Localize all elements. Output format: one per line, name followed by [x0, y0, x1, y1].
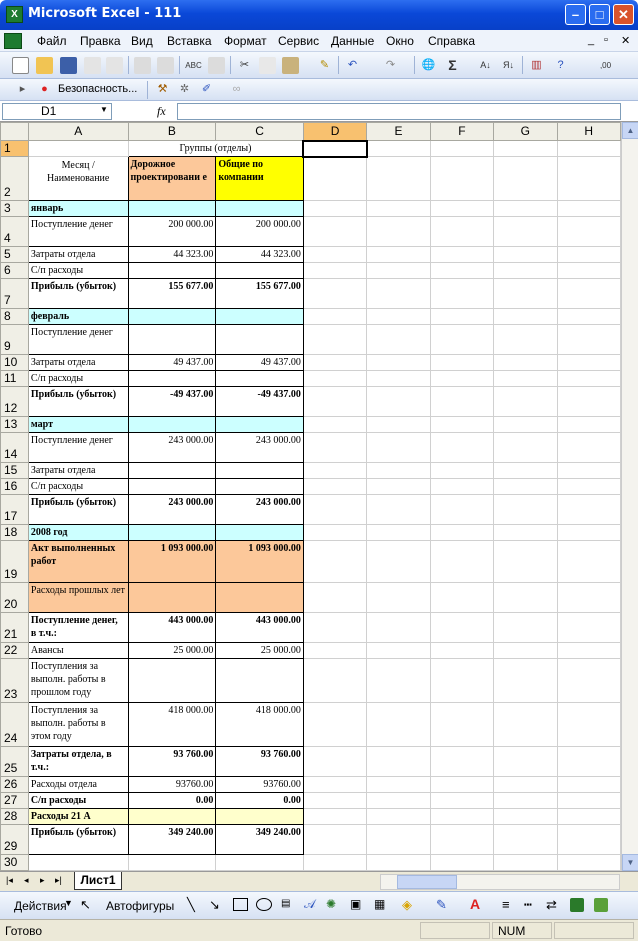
textbox-icon[interactable]: ▤: [281, 898, 291, 909]
row-header[interactable]: 17: [1, 495, 29, 525]
row-header[interactable]: 4: [1, 217, 29, 247]
cell-c[interactable]: [216, 525, 304, 541]
row-header[interactable]: 29: [1, 825, 29, 855]
cell-c[interactable]: 49 437.00: [216, 355, 304, 371]
cell-b[interactable]: 243 000.00: [128, 433, 216, 463]
row-header[interactable]: 16: [1, 479, 29, 495]
autosum-icon[interactable]: Σ: [448, 57, 457, 73]
cell-a[interactable]: Прибыль (убыток): [28, 279, 128, 309]
paste-icon[interactable]: [282, 57, 299, 74]
menu-help[interactable]: Справка: [428, 34, 476, 48]
select-objects-icon[interactable]: ↖: [80, 897, 91, 912]
cell-a[interactable]: Затраты отдела, в т.ч.:: [28, 747, 128, 777]
active-cell-d1[interactable]: [303, 141, 366, 157]
cell-c[interactable]: 349 240.00: [216, 825, 304, 855]
cell-a[interactable]: [28, 141, 128, 157]
doc-minimize-icon[interactable]: _: [588, 34, 595, 46]
cell-b[interactable]: [128, 309, 216, 325]
row-header[interactable]: 30: [1, 855, 29, 871]
line-color-icon[interactable]: ✎: [436, 897, 447, 912]
fill-color-icon[interactable]: ◈: [402, 897, 412, 912]
cell-a[interactable]: Поступления за выполн. работы в прошлом году: [28, 659, 128, 703]
arrow-icon[interactable]: ↘: [209, 897, 220, 912]
column-header[interactable]: B: [128, 123, 216, 141]
row-header[interactable]: 12: [1, 387, 29, 417]
cell-c[interactable]: 44 323.00: [216, 247, 304, 263]
save-icon[interactable]: [60, 57, 77, 74]
design-mode-icon[interactable]: ✲: [179, 83, 190, 95]
menu-file[interactable]: Файл: [37, 34, 67, 48]
cell-c[interactable]: 200 000.00: [216, 217, 304, 247]
cell-c[interactable]: 1 093 000.00: [216, 541, 304, 583]
autoshapes-menu[interactable]: Автофигуры: [106, 899, 175, 913]
cell-b[interactable]: [128, 201, 216, 217]
cell-a[interactable]: февраль: [28, 309, 128, 325]
cell-a[interactable]: Поступление денег: [28, 433, 128, 463]
row-header[interactable]: 19: [1, 541, 29, 583]
title-bar: [0, 0, 638, 30]
clipart-icon[interactable]: ▣: [350, 897, 362, 911]
diagram-icon[interactable]: ✺: [326, 897, 337, 911]
rectangle-icon[interactable]: [233, 898, 248, 911]
font-color-icon[interactable]: A: [470, 896, 481, 912]
script-editor-icon[interactable]: ∞: [232, 83, 241, 95]
cell-c[interactable]: 243 000.00: [216, 433, 304, 463]
scroll-down-icon[interactable]: ▼: [622, 854, 638, 871]
first-sheet-icon[interactable]: |◂: [6, 875, 13, 885]
cell-b[interactable]: 349 240.00: [128, 825, 216, 855]
vba-editor-icon[interactable]: ✐: [201, 83, 212, 95]
cell-b[interactable]: Дорожное проектировани е: [128, 157, 216, 201]
standard-toolbar: [0, 52, 638, 79]
cell-a[interactable]: [28, 855, 128, 871]
cell-c[interactable]: 443 000.00: [216, 613, 304, 643]
menu-window[interactable]: Окно: [386, 34, 414, 48]
cell-a[interactable]: Расходы прошлых лет: [28, 583, 128, 613]
cell-c[interactable]: 25 000.00: [216, 643, 304, 659]
cell-b[interactable]: 93 760.00: [128, 747, 216, 777]
cell-a[interactable]: 2008 год: [28, 525, 128, 541]
column-header[interactable]: F: [430, 123, 493, 141]
row-header[interactable]: 24: [1, 703, 29, 747]
drawing-actions-menu[interactable]: Действия: [14, 899, 67, 913]
new-icon[interactable]: [12, 57, 29, 74]
cell-c[interactable]: [216, 201, 304, 217]
last-sheet-icon[interactable]: ▸|: [55, 875, 62, 885]
row-header[interactable]: 26: [1, 777, 29, 793]
column-header[interactable]: H: [557, 123, 620, 141]
permission-icon[interactable]: [84, 57, 101, 74]
row-header[interactable]: 14: [1, 433, 29, 463]
cell-a[interactable]: Прибыль (убыток): [28, 387, 128, 417]
cell-a[interactable]: Поступление денег, в т.ч.:: [28, 613, 128, 643]
shadow-style-icon[interactable]: [570, 898, 584, 912]
cell-c[interactable]: [216, 325, 304, 355]
cell-c[interactable]: 93760.00: [216, 777, 304, 793]
cell-b[interactable]: 443 000.00: [128, 613, 216, 643]
arrow-style-icon[interactable]: ⇄: [546, 897, 557, 912]
cell-b[interactable]: 44 323.00: [128, 247, 216, 263]
window-title: Microsoft Excel - 111: [28, 6, 182, 21]
spelling-icon[interactable]: ABC: [185, 61, 202, 70]
cell-b[interactable]: 155 677.00: [128, 279, 216, 309]
name-box[interactable]: D1: [2, 103, 112, 120]
menu-format[interactable]: Формат: [224, 34, 267, 48]
cell-b[interactable]: [128, 479, 216, 495]
cell-a[interactable]: март: [28, 417, 128, 433]
cell-a[interactable]: Прибыль (убыток): [28, 825, 128, 855]
excel-app-icon[interactable]: X: [6, 6, 23, 23]
cell-a[interactable]: Затраты отдела: [28, 355, 128, 371]
row-header[interactable]: 10: [1, 355, 29, 371]
undo-icon[interactable]: ↶: [347, 59, 358, 71]
cell-c[interactable]: 0.00: [216, 793, 304, 809]
security-button[interactable]: Безопасность...: [58, 83, 138, 95]
column-header[interactable]: A: [28, 123, 128, 141]
wordart-icon[interactable]: 𝒜: [304, 897, 316, 911]
cell-b[interactable]: 0.00: [128, 793, 216, 809]
cell-a[interactable]: Поступление денег: [28, 325, 128, 355]
row-header[interactable]: 28: [1, 809, 29, 825]
status-num-lock: NUM: [498, 924, 526, 938]
cell-b[interactable]: [128, 809, 216, 825]
cell-c[interactable]: -49 437.00: [216, 387, 304, 417]
scroll-up-icon[interactable]: ▲: [622, 122, 638, 139]
cell-b[interactable]: [128, 417, 216, 433]
row-header[interactable]: 11: [1, 371, 29, 387]
menu-view[interactable]: Вид: [131, 34, 153, 48]
sort-descending-icon[interactable]: Я↓: [503, 60, 514, 70]
dash-style-icon[interactable]: ┅: [524, 897, 532, 912]
cell-b[interactable]: 243 000.00: [128, 495, 216, 525]
cell-c[interactable]: 155 677.00: [216, 279, 304, 309]
row-header[interactable]: 18: [1, 525, 29, 541]
menu-edit[interactable]: Правка: [80, 34, 121, 48]
row-header[interactable]: 21: [1, 613, 29, 643]
cell-c[interactable]: [216, 855, 304, 871]
row-header[interactable]: 9: [1, 325, 29, 355]
row-header[interactable]: 6: [1, 263, 29, 279]
cell-b[interactable]: [128, 325, 216, 355]
cell-b[interactable]: 25 000.00: [128, 643, 216, 659]
research-icon[interactable]: [208, 57, 225, 74]
formula-bar: [0, 101, 638, 122]
row-header[interactable]: 5: [1, 247, 29, 263]
sheet-tab-bar: [0, 871, 638, 891]
formula-input[interactable]: [177, 103, 621, 120]
row-header[interactable]: 8: [1, 309, 29, 325]
horizontal-scrollbar[interactable]: [380, 874, 620, 890]
cell-b[interactable]: 418 000.00: [128, 703, 216, 747]
cell-a[interactable]: С/п расходы: [28, 793, 128, 809]
menu-data[interactable]: Данные: [331, 34, 375, 48]
cell-b[interactable]: [128, 583, 216, 613]
select-all-corner[interactable]: [1, 123, 29, 141]
cell-b[interactable]: 200 000.00: [128, 217, 216, 247]
cell-c[interactable]: [216, 479, 304, 495]
cell-a[interactable]: Расходы отдела: [28, 777, 128, 793]
row-header[interactable]: 2: [1, 157, 29, 201]
help-icon[interactable]: ?: [557, 59, 564, 71]
doc-restore-icon[interactable]: ▫: [604, 34, 608, 46]
cell-b[interactable]: 93760.00: [128, 777, 216, 793]
menu-tools[interactable]: Сервис: [278, 34, 320, 48]
cell-c[interactable]: [216, 809, 304, 825]
cell-c[interactable]: [216, 583, 304, 613]
row-header[interactable]: 13: [1, 417, 29, 433]
cell-a[interactable]: С/п расходы: [28, 263, 128, 279]
cell-a[interactable]: Расходы 21 А: [28, 809, 128, 825]
cell-a[interactable]: Месяц / Наименование: [28, 157, 128, 201]
redo-icon[interactable]: ↷: [385, 59, 396, 71]
workbook-icon[interactable]: [4, 33, 22, 49]
play-icon[interactable]: ▸: [19, 83, 26, 95]
cell-c[interactable]: 93 760.00: [216, 747, 304, 777]
copy-icon[interactable]: [259, 57, 276, 74]
cell-a[interactable]: январь: [28, 201, 128, 217]
cell-c[interactable]: Общие по компании: [216, 157, 304, 201]
cell-b[interactable]: 49 437.00: [128, 355, 216, 371]
cell-c[interactable]: 243 000.00: [216, 495, 304, 525]
row-header[interactable]: 15: [1, 463, 29, 479]
format-painter-icon[interactable]: ✎: [319, 59, 330, 71]
insert-function-icon[interactable]: fx: [157, 104, 166, 118]
cell-b[interactable]: [128, 371, 216, 387]
column-header[interactable]: C: [216, 123, 304, 141]
minimize-button[interactable]: –: [565, 4, 586, 25]
cell-c[interactable]: 418 000.00: [216, 703, 304, 747]
prev-sheet-icon[interactable]: ◂: [24, 875, 29, 885]
status-ready: Готово: [5, 924, 43, 938]
vertical-scrollbar[interactable]: [621, 122, 638, 871]
cell-b[interactable]: Группы (отделы): [128, 141, 303, 157]
print-preview-icon[interactable]: [157, 57, 174, 74]
cell-c[interactable]: [216, 659, 304, 703]
row-header[interactable]: 23: [1, 659, 29, 703]
cell-c[interactable]: [216, 463, 304, 479]
worksheet-grid[interactable]: [0, 122, 621, 871]
cell-b[interactable]: -49 437.00: [128, 387, 216, 417]
cell-c[interactable]: [216, 417, 304, 433]
cell-b[interactable]: [128, 525, 216, 541]
drawing-toolbar: [0, 891, 638, 919]
cell-b[interactable]: [128, 263, 216, 279]
security-toolbar: [0, 79, 638, 101]
row-header[interactable]: 1: [1, 141, 29, 157]
cell-a[interactable]: Авансы: [28, 643, 128, 659]
record-icon[interactable]: ●: [41, 83, 48, 95]
cell-c[interactable]: [216, 371, 304, 387]
cut-icon[interactable]: ✂: [239, 59, 250, 71]
line-icon[interactable]: ╲: [187, 897, 195, 912]
control-toolbox-icon[interactable]: ⚒: [157, 83, 168, 95]
cell-a[interactable]: Прибыль (убыток): [28, 495, 128, 525]
oval-icon[interactable]: [256, 898, 272, 911]
row-header[interactable]: 20: [1, 583, 29, 613]
chart-wizard-icon[interactable]: ▥: [531, 59, 542, 71]
menu-insert[interactable]: Вставка: [167, 34, 212, 48]
increase-decimal-icon[interactable]: ,00: [599, 61, 612, 70]
sort-ascending-icon[interactable]: A↓: [480, 60, 491, 70]
column-header[interactable]: G: [494, 123, 557, 141]
line-style-icon[interactable]: ≡: [502, 897, 510, 912]
cell-c[interactable]: [216, 263, 304, 279]
row-header[interactable]: 7: [1, 279, 29, 309]
cell-b[interactable]: 1 093 000.00: [128, 541, 216, 583]
email-icon[interactable]: [106, 57, 123, 74]
print-icon[interactable]: [134, 57, 151, 74]
cell-a[interactable]: Поступления за выполн. работы в этом году: [28, 703, 128, 747]
cell-a[interactable]: С/п расходы: [28, 479, 128, 495]
name-box-dropdown-icon[interactable]: ▼: [100, 105, 108, 114]
picture-icon[interactable]: ▦: [374, 897, 386, 911]
actions-dropdown-icon: ▼: [64, 898, 73, 908]
cell-b[interactable]: [128, 463, 216, 479]
cell-a[interactable]: С/п расходы: [28, 371, 128, 387]
cell-c[interactable]: [216, 309, 304, 325]
close-button[interactable]: ✕: [613, 4, 634, 25]
cell-a[interactable]: Акт выполненных работ: [28, 541, 128, 583]
row-header[interactable]: 25: [1, 747, 29, 777]
cell-a[interactable]: Затраты отдела: [28, 463, 128, 479]
maximize-button[interactable]: □: [589, 4, 610, 25]
open-icon[interactable]: [36, 57, 53, 74]
3d-style-icon[interactable]: [594, 898, 608, 912]
sheet-tab-list1[interactable]: Лист1: [74, 872, 122, 890]
next-sheet-icon[interactable]: ▸: [40, 875, 45, 885]
horizontal-scroll-thumb[interactable]: [397, 875, 457, 889]
menu-bar: [0, 30, 638, 52]
cell-a[interactable]: Затраты отдела: [28, 247, 128, 263]
column-header[interactable]: E: [367, 123, 430, 141]
row-header[interactable]: 3: [1, 201, 29, 217]
row-header[interactable]: 22: [1, 643, 29, 659]
cell-b[interactable]: [128, 855, 216, 871]
column-header[interactable]: D: [303, 123, 366, 141]
doc-close-icon[interactable]: ✕: [621, 35, 631, 47]
row-header[interactable]: 27: [1, 793, 29, 809]
status-bar: [0, 919, 638, 941]
cell-a[interactable]: Поступление денег: [28, 217, 128, 247]
hyperlink-icon[interactable]: 🌐: [421, 59, 436, 71]
cell-b[interactable]: [128, 659, 216, 703]
